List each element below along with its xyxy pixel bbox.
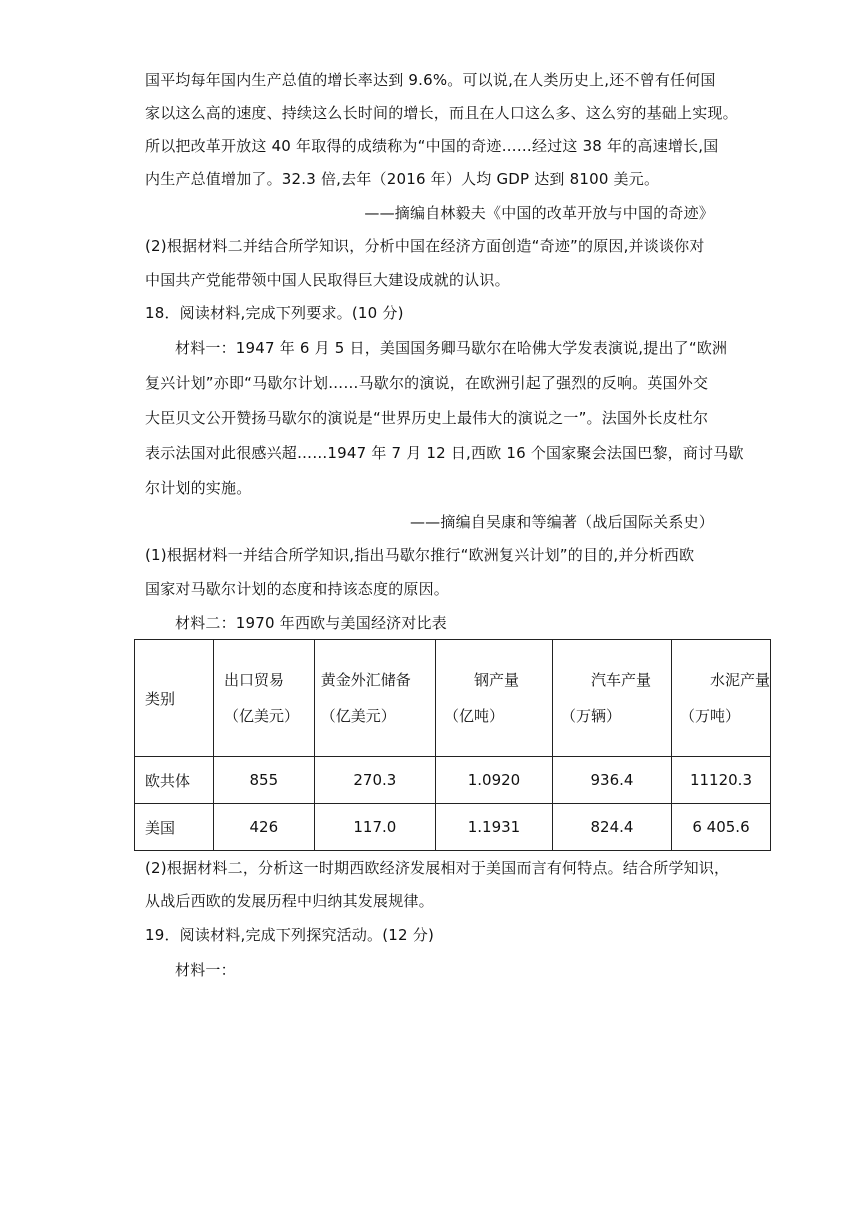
table-cell: 426 [213, 804, 314, 851]
table-row [135, 804, 771, 851]
table-cell: 117.0 [314, 804, 435, 851]
material-text-line: 复兴计划”亦即“马歇尔计划……马歇尔的演说，在欧洲引起了强烈的反响。英国外交 [145, 374, 709, 392]
material-text-line: 家以这么高的速度、持续这么长时间的增长，而且在人口这么多、这么穷的基础上实现。 [145, 104, 738, 122]
table-cell: 270.3 [314, 757, 435, 804]
material-text-line: 尔计划的实施。 [145, 479, 252, 497]
table-header-cell: 水泥产量 （万吨） [671, 640, 770, 757]
table-row-label: 美国 [135, 804, 214, 851]
table-header-cell: 汽车产量 （万辆） [552, 640, 671, 757]
question-text-line: (2)根据材料二并结合所学知识，分析中国在经济方面创造“奇迹”的原因,并谈谈你对 [145, 237, 705, 255]
table-cell: 6 405.6 [671, 804, 770, 851]
table-cell: 1.0920 [436, 757, 553, 804]
table-header-cell: 钢产量 （亿吨） [436, 640, 553, 757]
material-text-line: 表示法国对此很感兴超……1947 年 7 月 12 日,西欧 16 个国家聚会法国巴黎，商讨马歇 [145, 444, 744, 462]
material-text-line: 大臣贝文公开赞扬马歇尔的演说是“世界历史上最伟大的演说之一”。法国外长皮杜尔 [145, 409, 709, 427]
question-text-line: (2)根据材料二，分析这一时期西欧经济发展相对于美国而言有何特点。结合所学知识， [145, 859, 730, 877]
economy-comparison-table [134, 639, 771, 851]
table-cell: 1.1931 [436, 804, 553, 851]
table-header-category: 类别 [135, 640, 214, 757]
material-source: ——摘编自吴康和等编著（战后国际关系史） [409, 513, 714, 531]
table-header-cell: 黄金外汇储备 （亿美元） [314, 640, 435, 757]
table-header-row [135, 640, 771, 757]
material-text-line: 国平均每年国内生产总值的增长率达到 9.6%。可以说,在人类历史上,还不曾有任何国 [145, 71, 716, 89]
table-cell: 11120.3 [671, 757, 770, 804]
table-row-label: 欧共体 [135, 757, 214, 804]
material-text-line: 内生产总值增加了。32.3 倍,去年（2016 年）人均 GDP 达到 8100 美元。 [145, 170, 660, 188]
table-cell: 855 [213, 757, 314, 804]
table-row [135, 757, 771, 804]
material-source: ——摘编自林毅夫《中国的改革开放与中国的奇迹》 [364, 204, 714, 222]
question-text-line: 国家对马歇尔计划的态度和持该态度的原因。 [145, 580, 450, 598]
question-title: 19．阅读材料,完成下列探究活动。(12 分) [145, 926, 435, 944]
table-cell: 824.4 [552, 804, 671, 851]
question-text-line: 从战后西欧的发展历程中归纳其发展规律。 [145, 892, 434, 910]
table-cell: 936.4 [552, 757, 671, 804]
material-label: 材料一： [175, 961, 236, 979]
question-text-line: (1)根据材料一并结合所学知识,指出马歇尔推行“欧洲复兴计划”的目的,并分析西欧 [145, 546, 695, 564]
material-title: 材料二：1970 年西欧与美国经济对比表 [175, 614, 447, 632]
material-text-line: 材料一：1947 年 6 月 5 日，美国国务卿马歇尔在哈佛大学发表演说,提出了“欧洲 [175, 339, 728, 357]
material-text-line: 所以把改革开放这 40 年取得的成绩称为“中国的奇迹……经过这 38 年的高速增长,国 [145, 137, 719, 155]
table-header-cell: 出口贸易 （亿美元） [213, 640, 314, 757]
question-text-line: 中国共产党能带领中国人民取得巨大建设成就的认识。 [145, 271, 510, 289]
question-title: 18．阅读材料,完成下列要求。(10 分) [145, 304, 404, 322]
